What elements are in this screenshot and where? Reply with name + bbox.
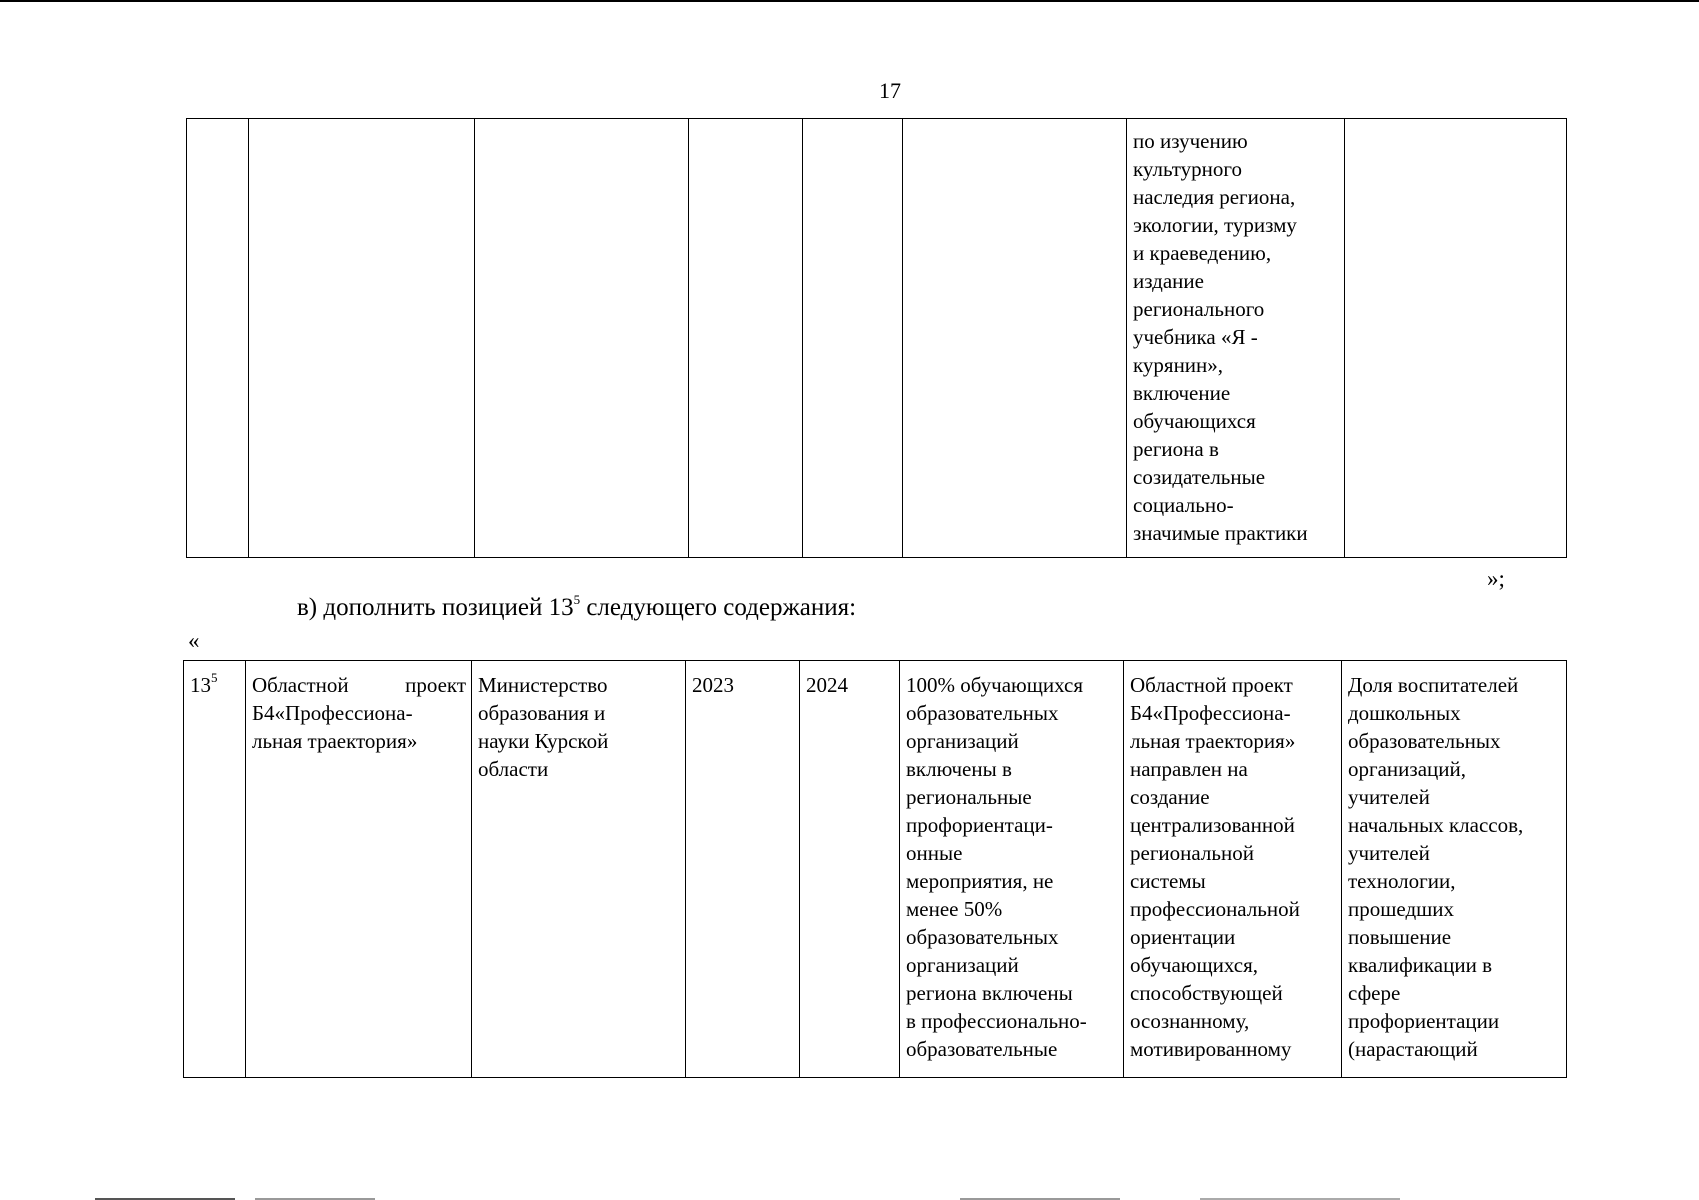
instruction-after: следующего содержания: [580,594,857,621]
description-cell: Областной проект Б4«Профессиона- льная траектория» направлен на создание централизованной региональной системы профессиональной ориентации обучающихся, способствующей осознанному, мотивированному [1124,661,1342,1078]
opening-quote: « [188,628,200,653]
table-cell [689,119,803,558]
instruction-before: в) дополнить позицией 13 [297,594,574,621]
project-name-word: проект [405,673,466,697]
table-cell [803,119,903,558]
instruction-text [297,591,857,622]
project-name-first-line [252,671,466,699]
project-name-rest: Б4«Профессиона- льная траектория» [252,701,418,753]
table-cell [1345,119,1567,558]
start-year-cell: 2023 [686,661,800,1078]
table-cell [187,119,249,558]
project-name-word: Областной [252,673,349,697]
project-name-cell [246,661,472,1078]
position-number-sup: 5 [211,670,218,685]
position-number: 13 [190,673,211,697]
position-number-cell [184,661,246,1078]
table-cell [903,119,1127,558]
table-row [187,119,1567,558]
table-new-position [183,660,1567,1078]
table-cell [249,119,475,558]
table-continuation [186,118,1567,558]
indicator-cell: Доля воспитателей дошкольных образовательных организаций, учителей начальных классов, учителей технологии, прошедших повышение квалификации в сфере профориентации (нарастающий [1342,661,1567,1078]
instruction-sup: 5 [573,591,581,607]
page-top-border [0,0,1699,2]
table-cell-description: по изучению культурного наследия региона, экологии, туризму и краеведению, издание регионального учебника «Я - курянин», включение обучающихся региона в созидательные социально- значимые практики [1127,119,1345,558]
closing-quote: »; [1487,566,1505,591]
page-number: 17 [879,78,901,103]
end-year-cell: 2024 [800,661,900,1078]
table-row [184,661,1567,1078]
result-cell: 100% обучающихся образовательных организаций включены в региональные профориентаци- онные мероприятия, не менее 50% образовательных организаций региона включены в профессионально- образовательные [900,661,1124,1078]
table-cell [475,119,689,558]
responsible-cell: Министерство образования и науки Курской области [472,661,686,1078]
